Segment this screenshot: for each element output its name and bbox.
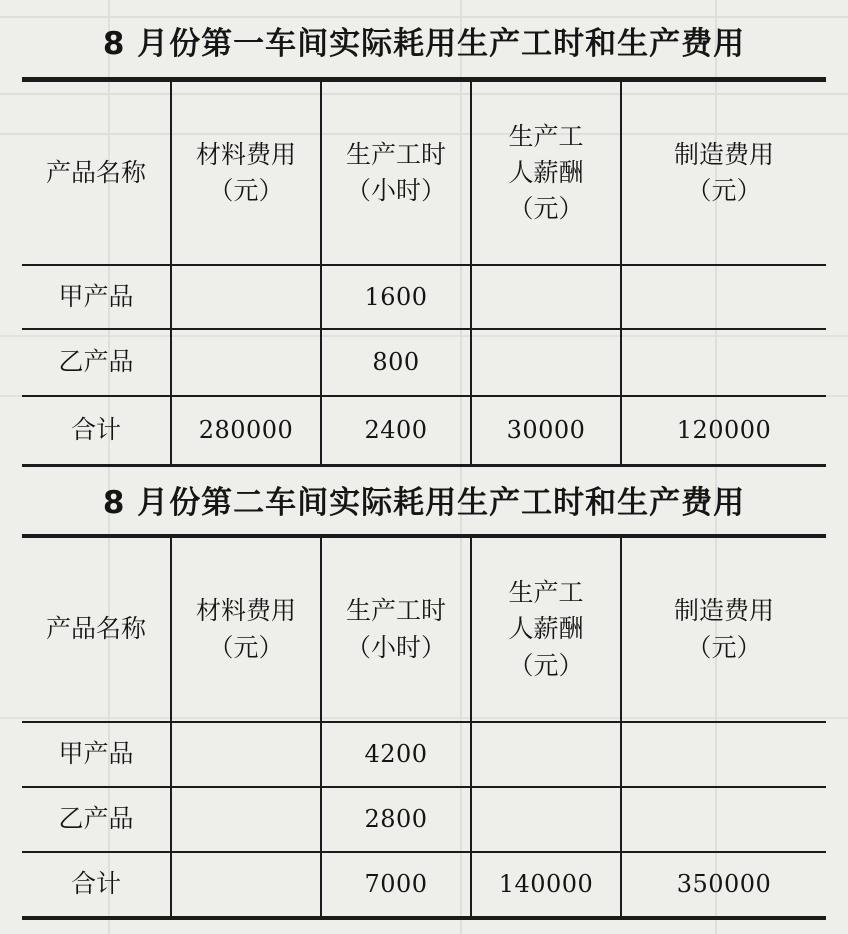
table-2-row-1-product: 甲产品 (58, 739, 134, 769)
table-1-row-2-product: 乙产品 (58, 347, 134, 377)
table-2-total-manufacturing-cost: 350000 (676, 870, 772, 899)
table-2-header-worker-pay: 生产工 人薪酬 （元） (508, 578, 584, 680)
table-2-row-1-material-cost (172, 723, 320, 786)
table-1-row-2-manufacturing-cost (622, 330, 826, 395)
table-1-total-material-cost: 280000 (198, 416, 294, 445)
table-2-row-2-product: 乙产品 (58, 804, 134, 834)
table-1-row-1-worker-pay (472, 266, 620, 328)
table-1-row-1-production-hours: 1600 (364, 282, 428, 311)
table-1-row-2-worker-pay (472, 330, 620, 395)
table-2-title: 8 月份第二车间实际耗用生产工时和生产费用 (102, 485, 746, 521)
table-2-total-production-hours: 7000 (364, 870, 428, 899)
table-2-total-label: 合计 (70, 869, 121, 899)
table-1-total-production-hours: 2400 (364, 416, 428, 445)
table-2-row-1-production-hours: 4200 (364, 740, 428, 769)
table-2-bottom-border (22, 916, 826, 920)
table-2-header-production-hours: 生产工时 （小时） (345, 596, 446, 662)
table-1-total-label: 合计 (70, 415, 121, 445)
table-2-row-1-manufacturing-cost (622, 723, 826, 786)
table-1-row-1-manufacturing-cost (622, 266, 826, 328)
table-1-header-manufacturing-cost: 制造费用 （元） (673, 139, 774, 205)
table-1-row-2-production-hours: 800 (372, 348, 420, 377)
table-2-row-2-material-cost (172, 788, 320, 851)
table-1-header-production-hours: 生产工时 （小时） (345, 139, 446, 205)
table-2-row-1-worker-pay (472, 723, 620, 786)
table-2-row-2-worker-pay (472, 788, 620, 851)
table-1-header-material-cost: 材料费用 （元） (195, 139, 296, 205)
table-2-header-product-name: 产品名称 (45, 614, 146, 644)
table-1-total-worker-pay: 30000 (506, 416, 586, 445)
table-2-row-2-manufacturing-cost (622, 788, 826, 851)
table-1-title: 8 月份第一车间实际耗用生产工时和生产费用 (102, 26, 746, 62)
table-2-row-2-production-hours: 2800 (364, 805, 428, 834)
table-1-total-manufacturing-cost: 120000 (676, 416, 772, 445)
table-1-row-1-material-cost (172, 266, 320, 328)
table-1-header-product-name: 产品名称 (45, 157, 146, 187)
table-2-header-manufacturing-cost: 制造费用 （元） (673, 596, 774, 662)
table-2-total-material-cost (172, 853, 320, 916)
table-2-header-material-cost: 材料费用 （元） (195, 596, 296, 662)
table-1-row-2-material-cost (172, 330, 320, 395)
table-1-row-1-product: 甲产品 (58, 281, 134, 311)
table-2-total-worker-pay: 140000 (498, 870, 594, 899)
table-1-header-worker-pay: 生产工 人薪酬 （元） (508, 121, 584, 224)
table-1-bottom-border (22, 464, 826, 467)
